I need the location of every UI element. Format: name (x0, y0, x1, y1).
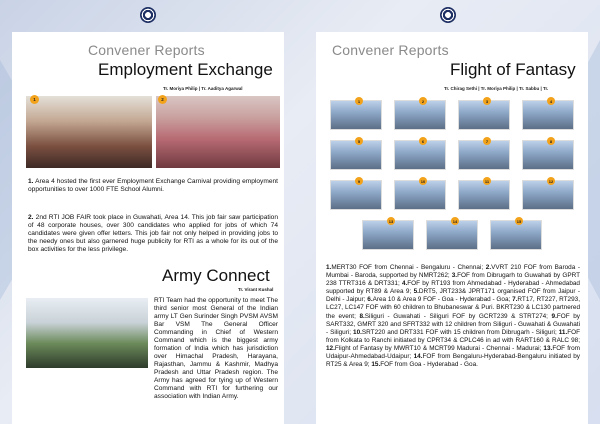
fof-item-number: 15. (371, 361, 381, 369)
round-table-logo-icon (140, 7, 156, 23)
photo-job-fair (156, 96, 280, 168)
page-title: Employment Exchange (98, 60, 273, 79)
item-number: 2. (28, 214, 34, 221)
fof-item-text: MERT30 FOF from Chennai - Bengaluru - Chennai; (331, 264, 486, 271)
photo-thumb (330, 180, 382, 210)
fof-item-number: 4. (401, 280, 408, 288)
photo-badge: 11 (484, 178, 490, 184)
fof-item-text: FOF by RT193 from Ahmedabad - Hyderabad - Ahmedabad supported by RT89 & Area 9; (326, 280, 580, 296)
fof-item-number: 3. (451, 272, 458, 280)
fof-item-text: SRT220 and DRT331 FOF with 15 children from Dibrugarh - Siliguri; (361, 328, 559, 336)
photo-thumb (362, 220, 414, 250)
photo-thumb (490, 220, 542, 250)
photo-thumb (394, 180, 446, 210)
paragraph-1 (28, 178, 278, 194)
right-content-card (316, 32, 588, 424)
photo-thumb (458, 180, 510, 210)
section-label: Convener Reports (88, 42, 205, 58)
photo-badge: 15 (516, 218, 522, 224)
fof-item-number: 6. (367, 296, 373, 304)
fof-item-number: 13. (543, 344, 553, 352)
photo-thumb (522, 180, 574, 210)
fof-item-text: Area 10 & Area 9 FOF - Goa - Hyderabad - Goa; (372, 296, 513, 304)
fof-item-text: DRT5, JRT233& JPRT171 organised FOF from Jaipur - Delhi - Jaipur; (326, 288, 580, 304)
army-paragraph: RTI Team had the opportunity to meet The third senior most General of the Indian army LT Gen Surinder Singh PVSM AVSM Bar VSM The General Officer Commanding in Chief of Western Command which is the biggest army formation of India which has jurisdiction over Himachal Pradesh, Harayana, Rajasthan, Jammu & Kashmir, Madhya Pradesh and Uttar Pradesh region. The Army has agreed for tying up of Western Command with RTI for furthering our association with Indian Army. (154, 297, 278, 400)
photo-thumb (330, 140, 382, 170)
fof-item-text: FOF from Goa - Hyderabad - Goa. (380, 361, 478, 369)
fof-item-text: FOF from Bengaluru-Hyderabad-Bengaluru initiated by RT25 & Area 9; (326, 353, 580, 369)
author-credit: Tr. Chirag Sethi | Tr. Moriya Philip | Tr. Sabbu | Tr. (444, 86, 549, 91)
photo-badge: 4 (547, 97, 555, 105)
fof-item-number: 2. (485, 264, 492, 271)
fof-item-number: 5. (413, 288, 419, 296)
photo-thumb (394, 140, 446, 170)
right-page (304, 0, 600, 424)
fof-item-text: FOF by SART332, GMRT 320 and SFRT332 with 12 children from Siliguri - Guwahati & Guwahati - Siliguri; (326, 312, 580, 336)
photo-badge: 7 (483, 137, 491, 145)
fof-item-text: FOF from Udaipur-Ahmedabad-Udaipur; (326, 344, 580, 361)
paragraph-text: Area 4 hosted the first ever Employment Exchange Carnival providing employment opportunities to over 1000 FTE School Alumni. (28, 178, 278, 193)
photo-badge: 1 (30, 95, 39, 104)
fof-item-number: 12. (326, 344, 335, 352)
photo-badge: 13 (388, 218, 394, 224)
army-credit: Tr. Virant Kushal (238, 287, 274, 292)
item-number: 1. (28, 178, 34, 185)
fof-item-number: 1. (326, 264, 332, 271)
left-content-card (12, 32, 284, 424)
photo-badge: 6 (419, 137, 427, 145)
left-page (0, 0, 296, 424)
photo-badge: 2 (419, 97, 427, 105)
photo-badge: 12 (548, 178, 554, 184)
photo-thumb (394, 100, 446, 130)
fof-item-number: 8. (359, 312, 365, 320)
photo-thumb (458, 140, 510, 170)
fof-item-number: 10. (353, 328, 362, 336)
photo-army-meeting (26, 298, 148, 368)
photo-badge: 9 (355, 177, 363, 185)
paragraph-text: 2nd RTI JOB FAIR took place in Guwahati, Area 14. This job fair saw participation of 48 corporate houses, over 300 candidates who applied for jobs of which 74 candidates were given offer letters. This job fair not only helped in providing jobs to the needy ones but also garnered huge publicity for RTI as a whole for its out of the box activities for the less privilege. (28, 214, 278, 253)
photo-badge: 14 (452, 218, 458, 224)
author-credit: Tr. Moriya Philip | Tr. Aaditya Agarwal (163, 86, 243, 91)
photo-badge: 10 (420, 178, 426, 184)
photo-thumb (522, 100, 574, 130)
fof-item-number: 9. (551, 312, 557, 320)
fof-item-text: FOF from Kolkata to Ranchi initiated by CPRT34 & CPLC46 in ad with RART160 & RALC 98; (326, 328, 580, 344)
fof-item-text: Flight of Fantasy by MWRT10 & MCRT99 Madurai - Chennai - Madurai; (334, 344, 544, 352)
page-title: Flight of Fantasy (450, 60, 576, 79)
section-title-army: Army Connect (162, 266, 270, 285)
paragraph-2 (28, 214, 278, 254)
photo-badge: 2 (158, 95, 167, 104)
photo-thumb (426, 220, 478, 250)
photo-thumb (522, 140, 574, 170)
fof-list-paragraph (326, 264, 580, 369)
photo-thumb (458, 100, 510, 130)
fof-item-text: RT17, RT227, RT293, LC27, LC147 FOF with 60 children to Bhubaneswar & Puri. BKRT230 & LC130 partnered the event; (326, 296, 580, 320)
photo-badge: 3 (483, 97, 491, 105)
fof-item-number: 14. (413, 353, 423, 361)
round-table-logo-icon (440, 7, 456, 23)
fof-item-number: 11. (558, 328, 568, 336)
fof-item-text: Siliguri - Guwahati - Siliguri FOF by GCRT239 & STRT274; (364, 312, 552, 320)
photo-badge: 8 (547, 137, 555, 145)
photo-job-carnival (26, 96, 152, 168)
section-label: Convener Reports (332, 42, 449, 58)
photo-badge: 5 (355, 137, 363, 145)
fof-item-text: FOF from Dibrugarh to Guwahati by GPRT 238 TTRT316 & DRT331; (326, 272, 580, 288)
photo-badge: 1 (355, 97, 363, 105)
fof-item-text: VVRT 210 FOF from Baroda - Mumbai - Baroda, supported by NMRT262; (326, 264, 580, 280)
photo-thumb (330, 100, 382, 130)
fof-item-number: 7. (512, 296, 518, 304)
